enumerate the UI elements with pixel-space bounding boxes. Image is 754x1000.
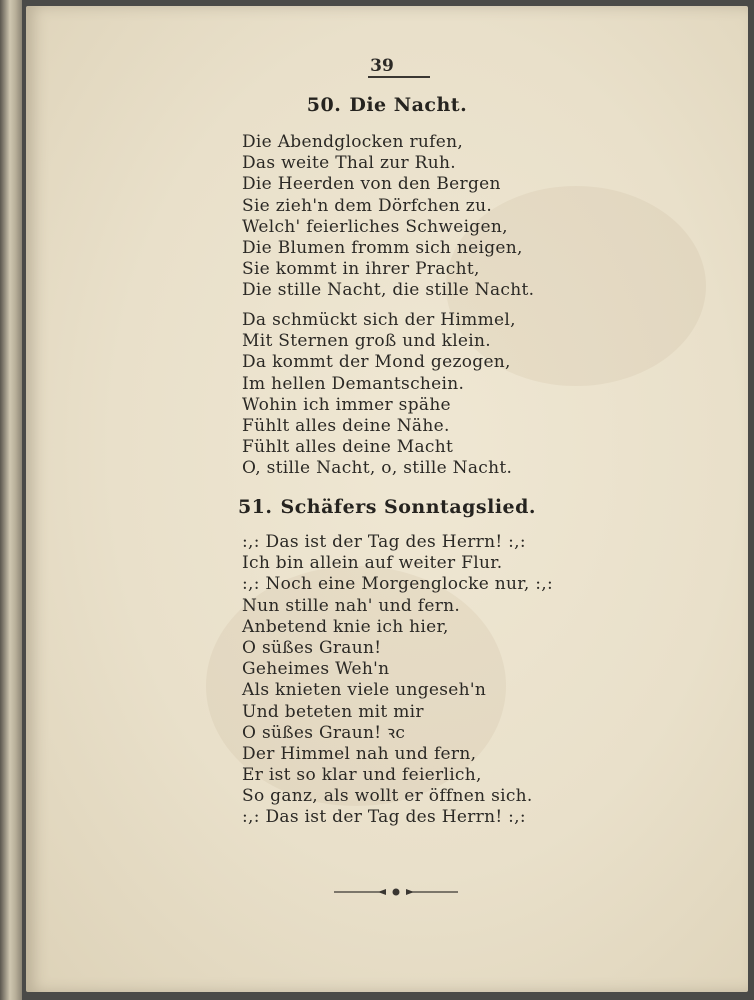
verse-line: O, stille Nacht, o, stille Nacht.	[242, 458, 513, 479]
verse-line: Der Himmel nah und fern,	[242, 743, 477, 764]
verse-line: Das weite Thal zur Ruh.	[242, 153, 456, 174]
verse-line: Welch' feierliches Schweigen,	[242, 216, 508, 237]
verse-line: Wohin ich immer spähe	[242, 394, 451, 415]
verse-line: Fühlt alles deine Nähe.	[242, 415, 450, 436]
verse-line: So ganz, als wollt er öffnen sich.	[242, 786, 533, 807]
verse-line: O süßes Graun! ꝛc	[242, 722, 406, 743]
verse-line: Da kommt der Mond gezogen,	[242, 352, 511, 373]
song-number: 51.	[237, 496, 273, 518]
verse-line: Die Blumen fromm sich neigen,	[242, 237, 523, 258]
page-number: 39	[370, 56, 394, 76]
stanza-50-2	[242, 310, 516, 480]
verse-line: O süßes Graun!	[242, 637, 382, 658]
verse-line: Da schmückt sich der Himmel,	[242, 310, 516, 330]
verse-line: Ich bin allein auf weiter Flur.	[242, 553, 503, 574]
verse-line: Die Abendglocken rufen,	[242, 132, 464, 152]
song-number: 50.	[306, 94, 342, 116]
verse-line: Sie zieh'n dem Dörfchen zu.	[242, 195, 493, 216]
song-title-text: Die Nacht.	[349, 94, 468, 116]
stanza-51-1	[242, 532, 553, 829]
verse-line: Geheimes Weh'n	[242, 659, 390, 680]
verse-line: Und beteten mit mir	[242, 701, 424, 722]
verse-line: Mit Sternen groß und klein.	[242, 331, 491, 352]
verse-line: Sie kommt in ihrer Pracht,	[242, 259, 480, 280]
song-title-50	[26, 94, 748, 116]
verse-line: :,: Das ist der Tag des Herrn! :,:	[242, 807, 526, 828]
verse-line: Anbetend knie ich hier,	[242, 616, 449, 637]
song-title-text: Schäfers Sonntagslied.	[280, 496, 537, 518]
verse-line: :,: Das ist der Tag des Herrn! :,:	[242, 532, 526, 552]
verse-line: Die Heerden von den Bergen	[242, 174, 501, 195]
verse-line: Im hellen Demantschein.	[242, 373, 465, 394]
verse-line: Fühlt alles deine Macht	[242, 437, 454, 458]
book-spine-edge	[0, 0, 22, 1000]
song-title-51	[26, 496, 748, 518]
verse-line: Nun stille nah' und fern.	[242, 595, 461, 616]
page-number-rule	[368, 76, 430, 78]
verse-line: Die stille Nacht, die stille Nacht.	[242, 280, 535, 301]
verse-line: Er ist so klar und feierlich,	[242, 765, 482, 786]
stanza-50-1	[242, 132, 534, 302]
verse-line: Als knieten viele ungeseh'n	[242, 680, 487, 701]
book-page	[26, 6, 748, 992]
end-ornament	[334, 886, 458, 898]
verse-line: :,: Noch eine Morgenglocke nur, :,:	[242, 574, 553, 595]
